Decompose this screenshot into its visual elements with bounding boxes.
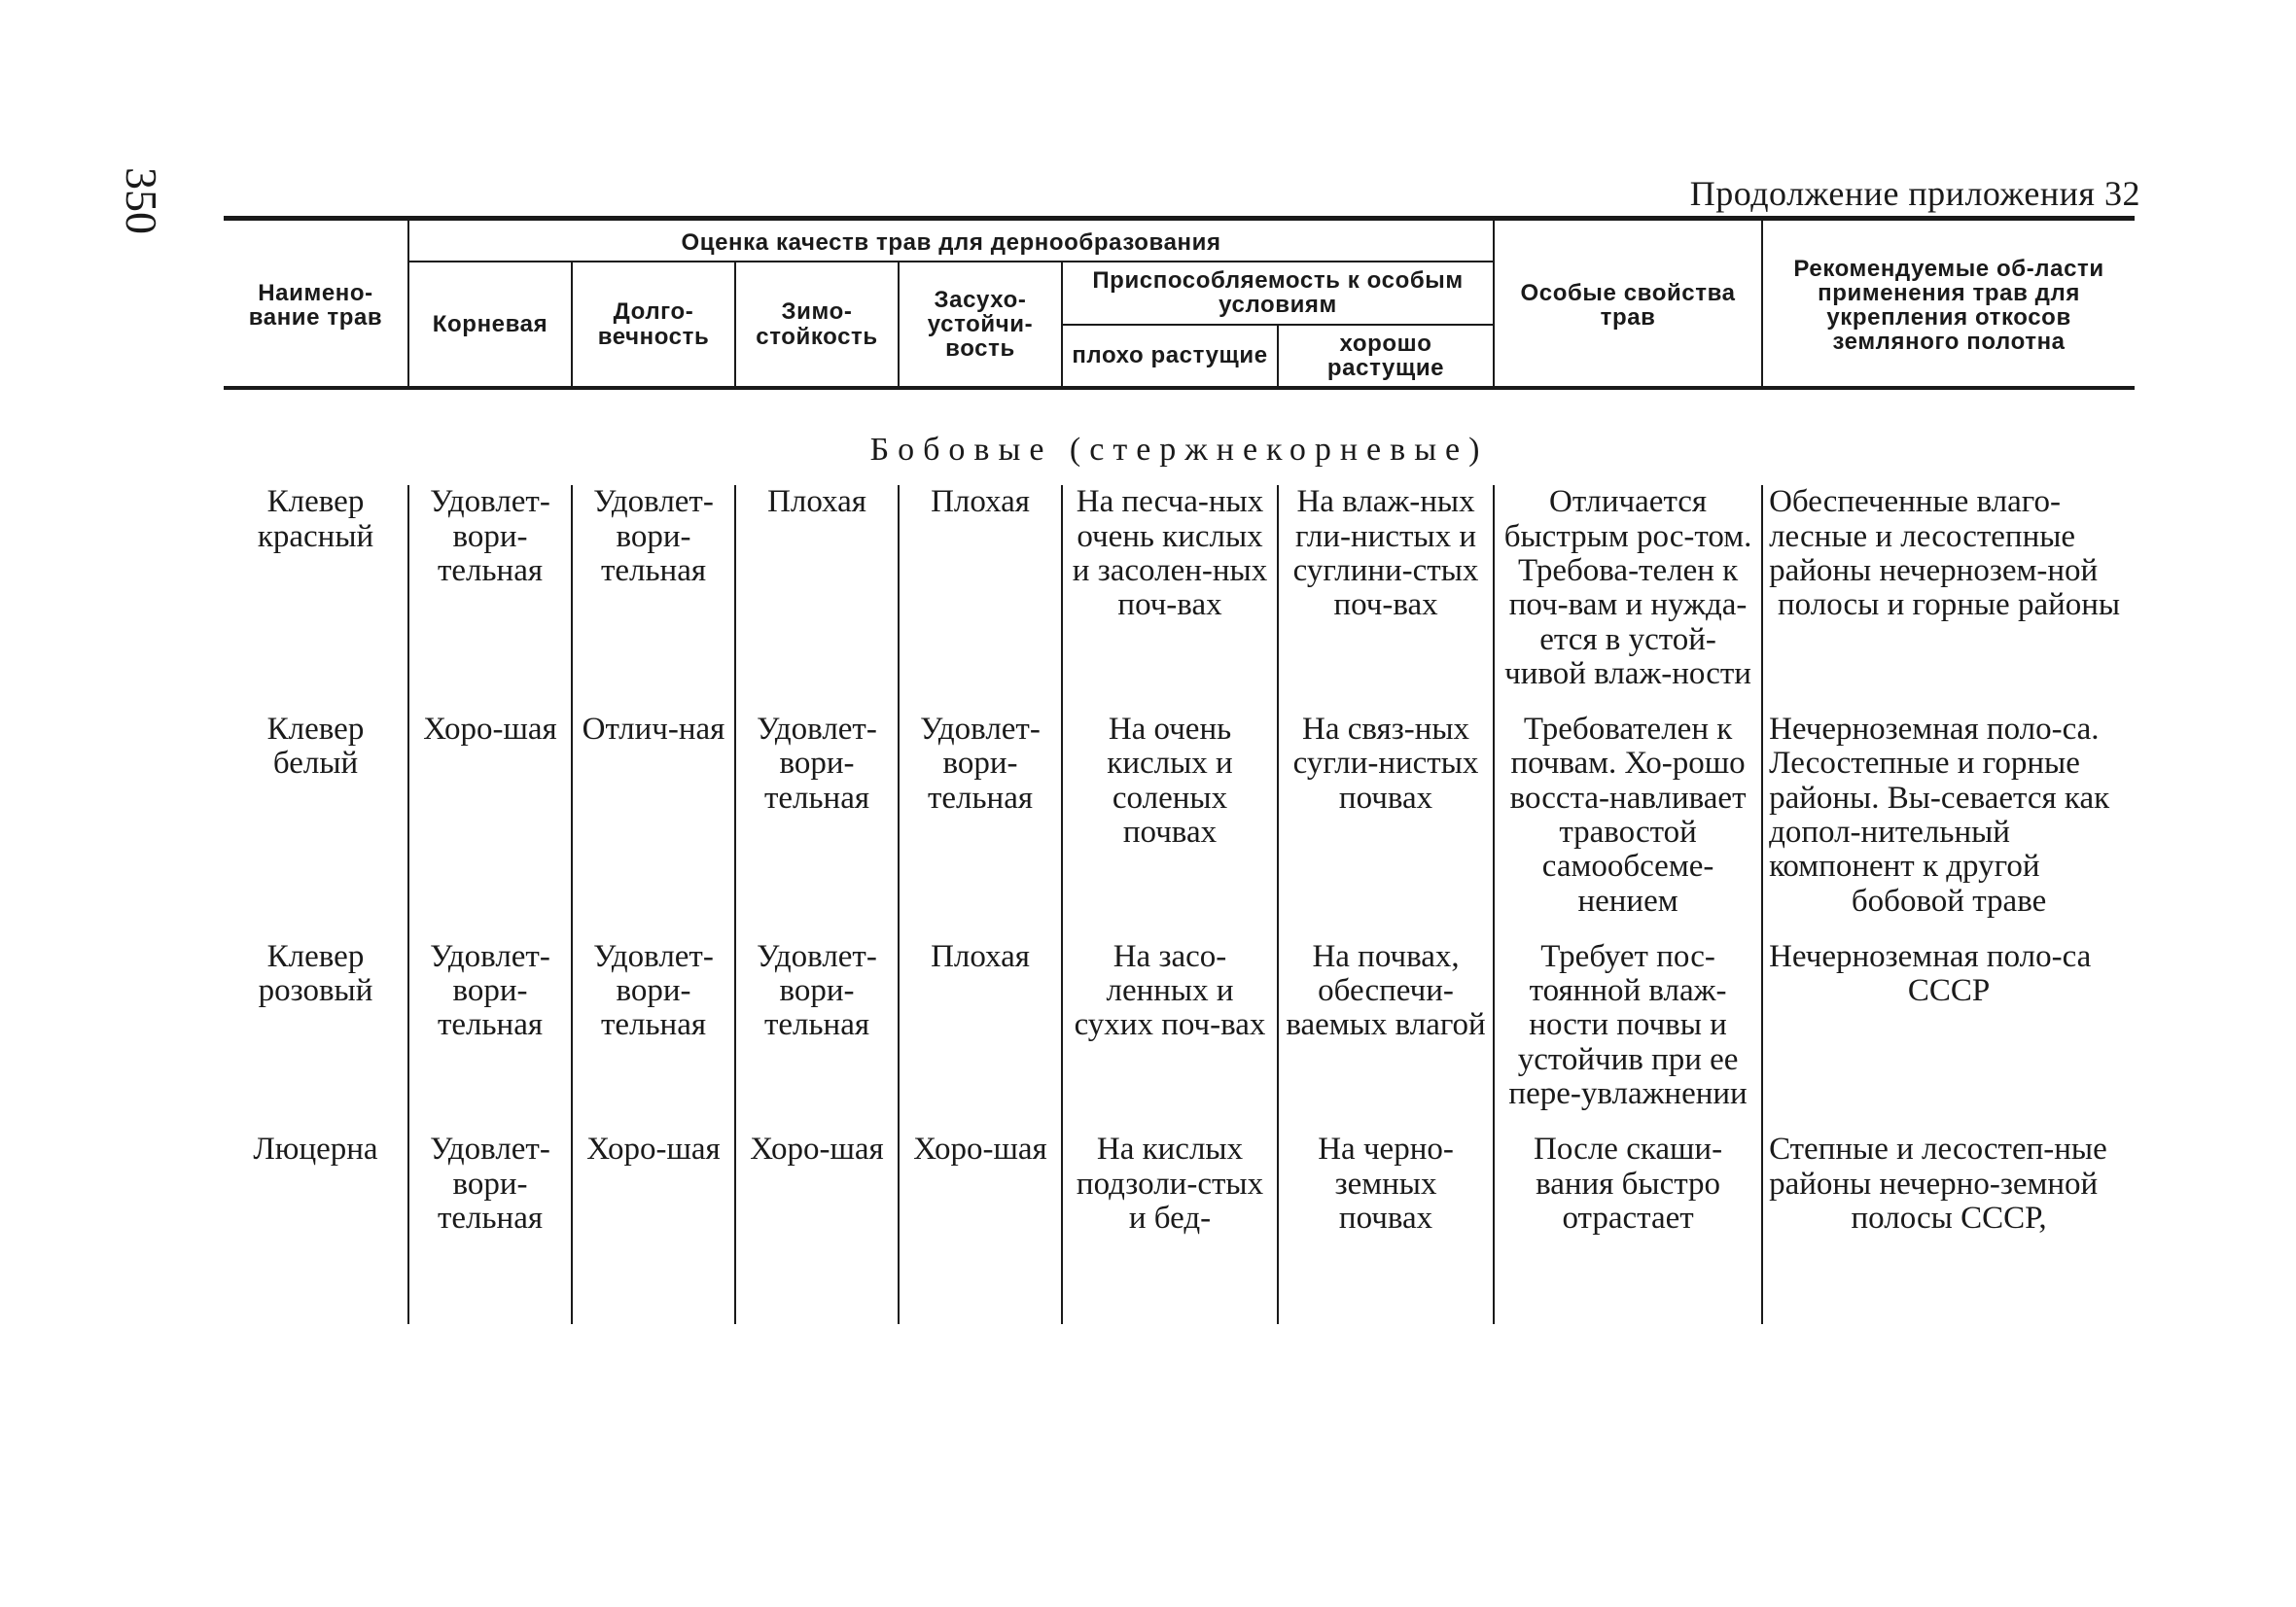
- table-row: [224, 713, 2135, 940]
- cell-good: На почвах, обеспечи-ваемых влагой: [1278, 940, 1494, 1133]
- header-root: Корневая: [408, 262, 572, 388]
- cell-name: Люцерна: [253, 1132, 378, 1168]
- cell-longevity: Удовлет-вори-тельная: [572, 940, 735, 1133]
- header-winter: Зимо-стойкость: [735, 262, 899, 388]
- cell-drought: Хоро-шая: [899, 1133, 1062, 1324]
- header-areas: Рекомендуемые об-ласти применения трав для укрепления откосов земляного полотна: [1762, 219, 2135, 388]
- cell-name: Клевер розовый: [258, 938, 373, 1009]
- cell-poor: На очень кислых и соленых почвах: [1062, 713, 1278, 940]
- header-good: хорошо растущие: [1278, 325, 1494, 388]
- cell-areas: Степные и лесостеп-ные районы нечерно-земной полосы СССР,: [1762, 1133, 2135, 1324]
- table-header: [224, 219, 2135, 388]
- table-row: [224, 1133, 2135, 1324]
- continuation-caption: Продолжение приложения 32: [1689, 174, 2140, 213]
- cell-longevity: Отлич-ная: [572, 713, 735, 940]
- cell-root: Удовлет-вори-тельная: [408, 485, 572, 713]
- grass-table: [224, 216, 2135, 1324]
- header-adapt-group: Приспособляемость к особым условиям: [1062, 262, 1494, 324]
- cell-poor: На засо-ленных и сухих поч-вах: [1062, 940, 1278, 1133]
- cell-special: После скаши-вания быстро отрастает: [1494, 1133, 1762, 1324]
- section-title: Бобовые (стержнекорневые): [869, 431, 1489, 468]
- cell-good: На связ-ных сугли-нистых почвах: [1278, 713, 1494, 940]
- table-row: [224, 940, 2135, 1133]
- cell-name: Клевер красный: [257, 484, 374, 554]
- cell-drought: Удовлет-вори-тельная: [899, 713, 1062, 940]
- cell-poor: На кислых подзоли-стых и бед-: [1062, 1133, 1278, 1324]
- cell-winter: Удовлет-вори-тельная: [735, 940, 899, 1133]
- table-row: [224, 485, 2135, 713]
- cell-good: На влаж-ных гли-нистых и суглини-стых поч-вах: [1278, 485, 1494, 713]
- header-poor: плохо растущие: [1062, 325, 1278, 388]
- cell-areas: Обеспеченные влаго-лесные и лесостепные районы нечернозем-ной полосы и горные районы: [1762, 485, 2135, 713]
- header-longevity: Долго-вечность: [572, 262, 735, 388]
- cell-poor: На песча-ных очень кислых и засолен-ных поч-вах: [1062, 485, 1278, 713]
- cell-drought: Плохая: [899, 485, 1062, 713]
- cell-winter: Хоро-шая: [735, 1133, 899, 1324]
- cell-winter: Плохая: [735, 485, 899, 713]
- cell-special: Требует пос-тоянной влаж-ности почвы и устойчив при ее пере-увлажнении: [1494, 940, 1762, 1133]
- cell-name: Клевер белый: [266, 712, 365, 782]
- cell-root: Удовлет-вори-тельная: [408, 940, 572, 1133]
- cell-areas: Нечерноземная поло-са. Лесостепные и горные районы. Вы-севается как допол-нительный компонент к другой бобовой траве: [1762, 713, 2135, 940]
- section-row: [224, 388, 2135, 485]
- cell-special: Требователен к почвам. Хо-рошо восста-навливает травостой самообсеме-нением: [1494, 713, 1762, 940]
- table-body: [224, 388, 2135, 1324]
- cell-drought: Плохая: [899, 940, 1062, 1133]
- cell-areas: Нечерноземная поло-са СССР: [1762, 940, 2135, 1133]
- header-drought: Засухо-устойчи-вость: [899, 262, 1062, 388]
- cell-longevity: Удовлет-вори-тельная: [572, 485, 735, 713]
- grass-quality-table: [224, 216, 2135, 1324]
- cell-longevity: Хоро-шая: [572, 1133, 735, 1324]
- header-special: Особые свойства трав: [1494, 219, 1762, 388]
- header-name: Наимено-вание трав: [248, 279, 383, 331]
- cell-winter: Удовлет-вори-тельная: [735, 713, 899, 940]
- cell-root: Хоро-шая: [408, 713, 572, 940]
- cell-good: На черно-земных почвах: [1278, 1133, 1494, 1324]
- cell-root: Удовлет-вори-тельная: [408, 1133, 572, 1324]
- header-quality-group: Оценка качеств трав для дернообразования: [408, 219, 1494, 262]
- page-number: 350: [117, 167, 166, 234]
- cell-special: Отличается быстрым рос-том. Требова-телен к поч-вам и нужда-ется в устой-чивой влаж-ности: [1494, 485, 1762, 713]
